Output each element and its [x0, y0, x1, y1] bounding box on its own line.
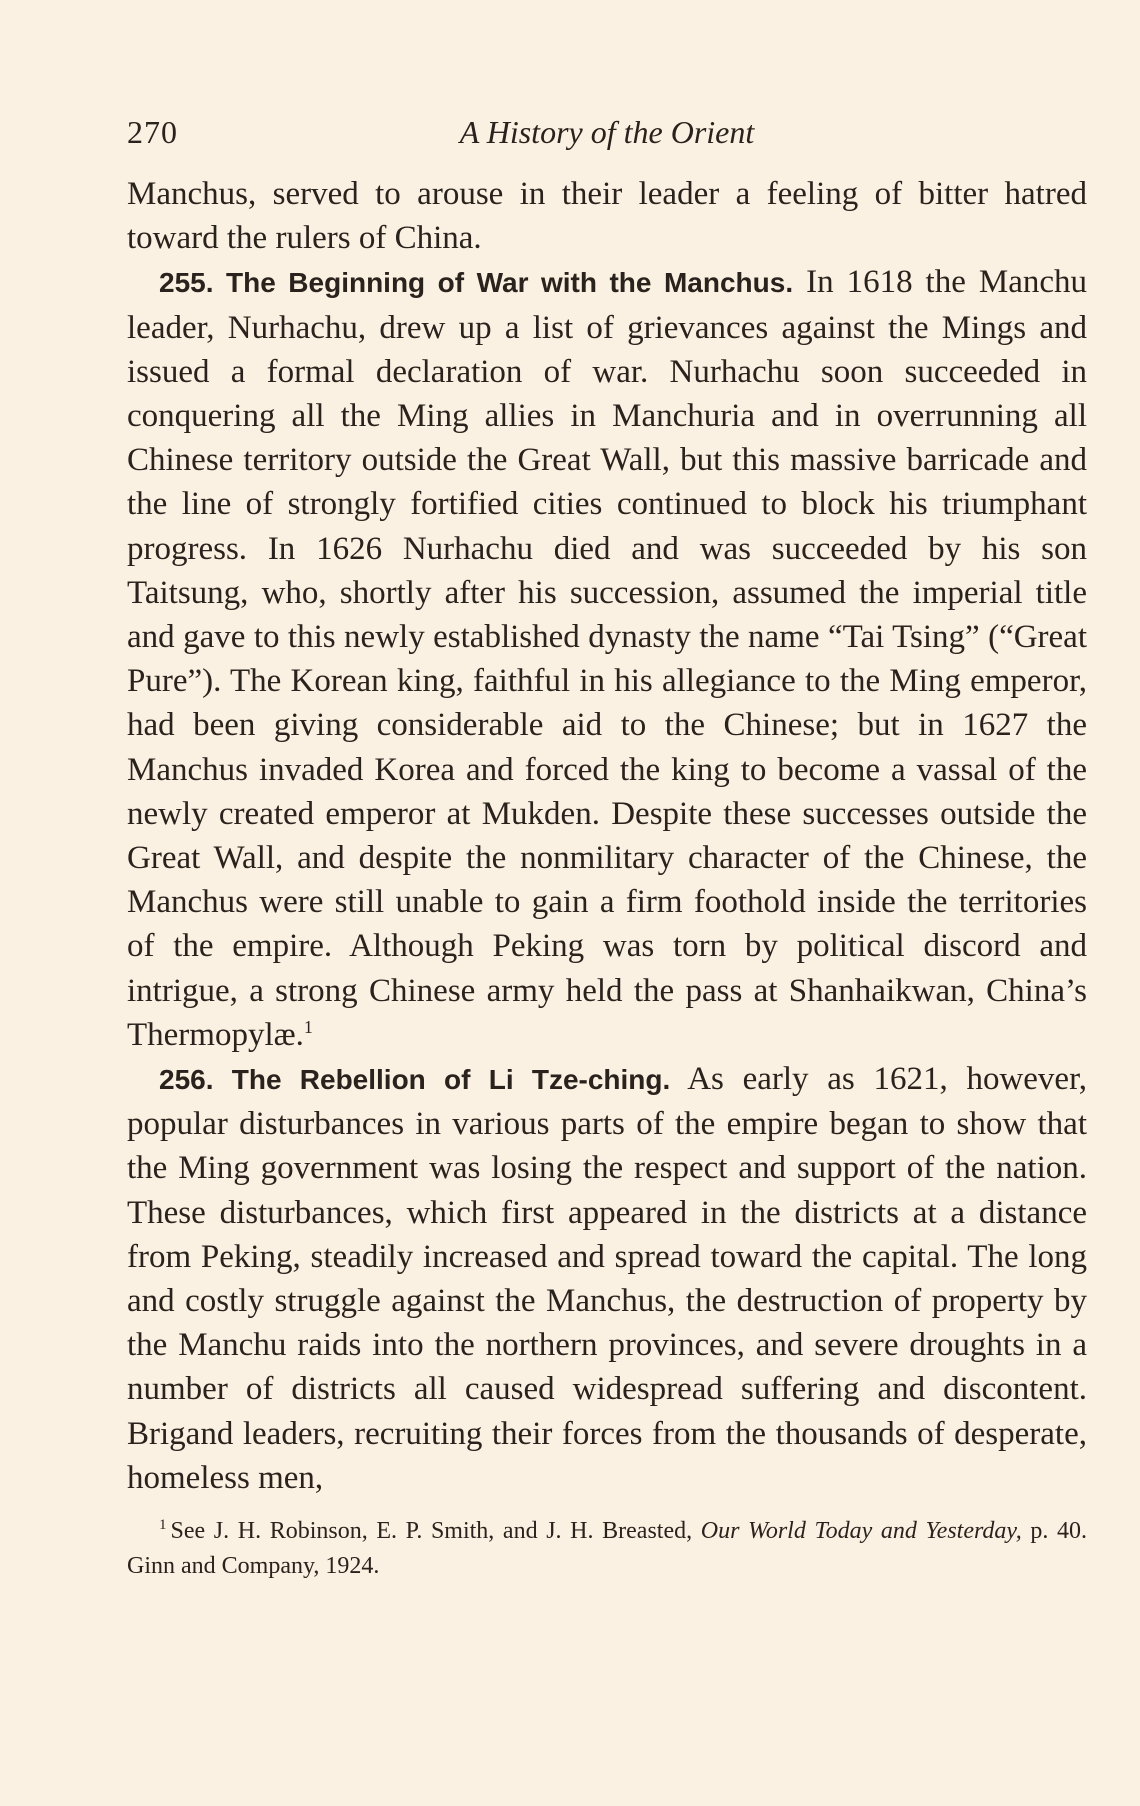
section-255-text: In 1618 the Manchu leader, Nurhachu, drew up a list of grievances against the Mings and issued a formal declaration of war. Nurhachu soon succeeded in conquering all the Ming allies in Manchuria and in overrunning all Chinese territory outside the Great Wall, but this massive barricade and the line of strongly fortified cities continued to block his triumphant progress. In 1626 Nurhachu died and was succeeded by his son Taitsung, who, shortly after his succession, assumed the imperial title and gave to this newly established dynasty the name “Tai Tsing” (“Great Pure”). The Korean king, faithful in his allegiance to the Ming emperor, had been giving considerable aid to the Chinese; but in 1627 the Manchus invaded Korea and forced the king to become a vassal of the newly created emperor at Mukden. Despite these successes outside the Great Wall, and despite the nonmilitary character of the Chinese, the Manchus were still unable to gain a firm foothold inside the territories of the empire. Although Peking was torn by political discord and intrigue, a strong Chinese army held the pass at Shanhaikwan, China’s Thermopylæ. [127, 264, 1087, 1053]
section-256-paragraph [127, 1057, 1087, 1500]
footnote-number: 1 [159, 1517, 167, 1534]
footnote-text-before: See J. H. Robinson, E. P. Smith, and J. H. Breasted, [170, 1518, 693, 1545]
section-255-heading: 255. The Beginning of War with the Manchus. [159, 267, 794, 299]
section-256-heading: 256. The Rebellion of Li Tze-ching. [159, 1064, 671, 1096]
body-text [127, 172, 1087, 1500]
footnote-cited-title: Our World Today and Yesterday, [700, 1518, 1022, 1545]
running-head [127, 110, 1087, 154]
footnote-reference[interactable]: 1 [303, 1016, 313, 1037]
page-number: 270 [127, 114, 178, 150]
running-title: A History of the Orient [459, 114, 755, 150]
section-255-paragraph [127, 260, 1087, 1057]
section-256-text: As early as 1621, however, popular disturbances in various parts of the empire began to show that the Ming government was losing the respect and support of the nation. These disturbances, which first appeared in the districts at a distance from Peking, steadily increased and spread toward the capital. The long and costly struggle against the Manchus, the destruction of property by the Manchu raids into the northern provinces, and severe droughts in a number of districts all caused widespread suffering and discontent. Brigand leaders, recruiting their forces from the thousands of desperate, homeless men, [127, 1061, 1087, 1496]
continuation-paragraph: Manchus, served to arouse in their leader a feeling of bitter hatred toward the rulers of China. [127, 176, 1087, 257]
footnote [127, 1514, 1087, 1584]
footnote-text-after: p. 40. Ginn and Company, 1924. [127, 1518, 1088, 1580]
book-page [127, 110, 1087, 1584]
